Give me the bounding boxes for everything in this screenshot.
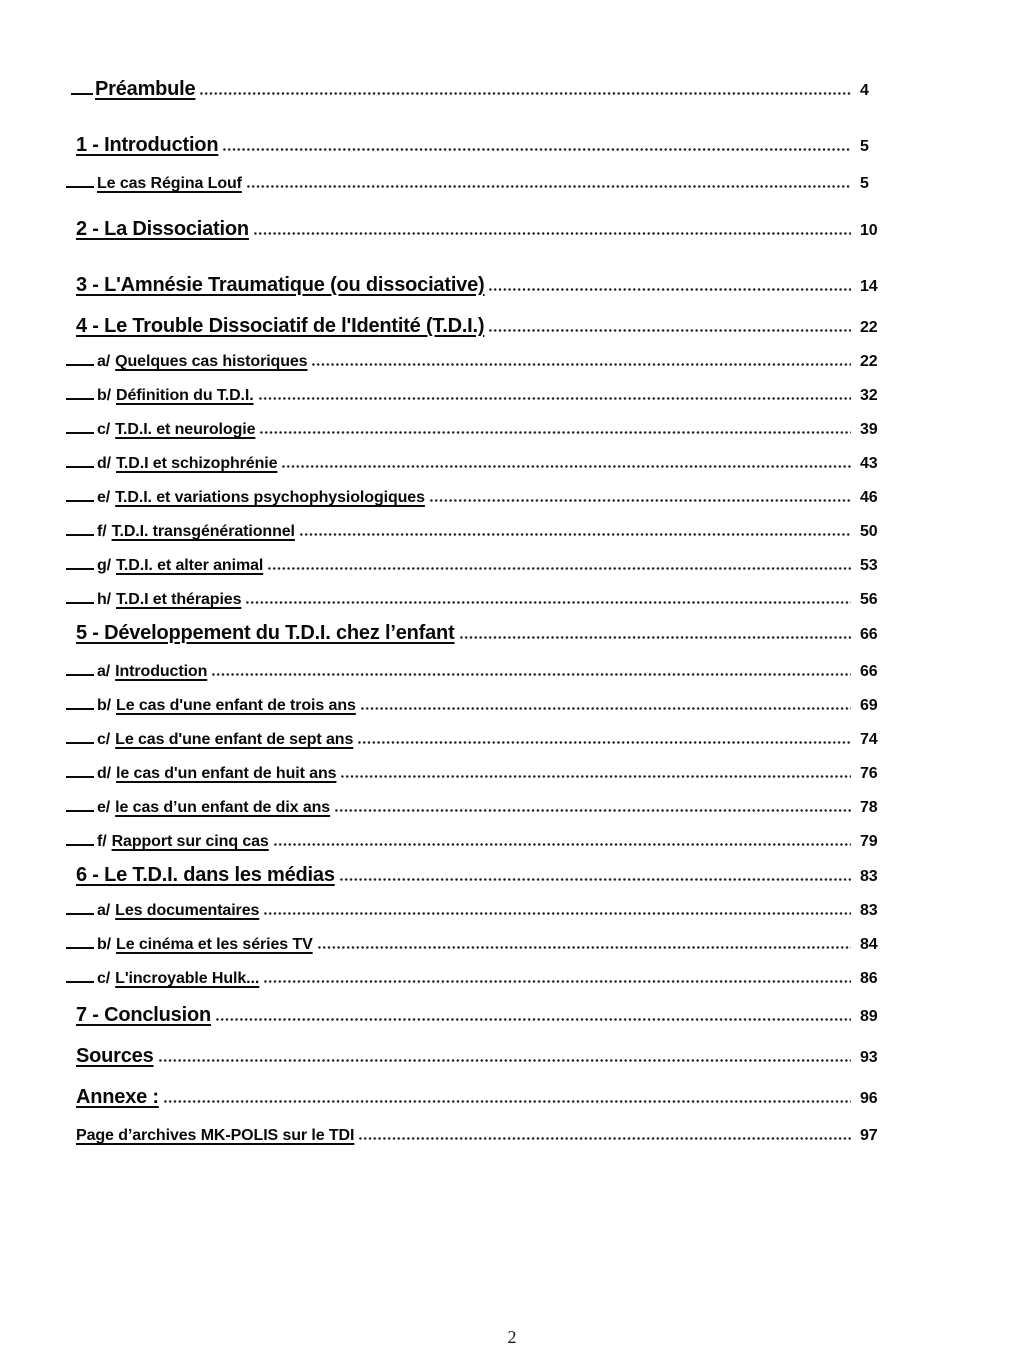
toc-entry-link[interactable]: Rapport sur cinq cas [111, 833, 269, 850]
toc-entry-link[interactable]: Le cinéma et les séries TV [116, 936, 313, 953]
leading-underline [66, 568, 94, 570]
leading-underline [66, 398, 94, 400]
toc-entry-link[interactable]: Le cas d'une enfant de sept ans [115, 731, 354, 748]
toc-entry-link[interactable]: 6 - Le T.D.I. dans les médias [76, 864, 335, 886]
toc-entry [76, 661, 894, 682]
leading-underline [66, 432, 94, 434]
toc-entry [76, 76, 894, 104]
toc-entry-link[interactable]: 4 - Le Trouble Dissociatif de l'Identité (T.D.I.) [76, 315, 485, 337]
dot-leader [488, 329, 851, 332]
toc-entry [76, 1125, 894, 1146]
toc-entry-page: 10 [860, 222, 878, 239]
leading-underline [66, 981, 94, 983]
toc-entry-page: 50 [860, 523, 878, 540]
toc-entry-page: 5 [860, 138, 869, 155]
leading-underline [66, 602, 94, 604]
table-of-contents [76, 76, 894, 1146]
toc-entry-page: 83 [860, 902, 878, 919]
leading-underline [66, 776, 94, 778]
dot-leader [299, 533, 851, 536]
dot-leader [263, 912, 851, 915]
toc-entry-prefix: f/ [97, 833, 107, 850]
dot-leader [340, 775, 851, 778]
toc-entry-page: 22 [860, 353, 878, 370]
toc-entry [76, 351, 894, 372]
toc-entry [76, 521, 894, 542]
dot-leader [334, 809, 851, 812]
toc-entry-prefix: c/ [97, 421, 111, 438]
toc-entry-link[interactable]: Le cas d'une enfant de trois ans [116, 697, 356, 714]
toc-entry-link[interactable]: Sources [76, 1045, 154, 1067]
toc-entry-link[interactable]: 1 - Introduction [76, 134, 219, 156]
toc-entry-prefix: h/ [97, 591, 112, 608]
toc-entry [76, 173, 894, 194]
toc-entry [76, 1084, 894, 1112]
toc-entry-prefix: c/ [97, 731, 111, 748]
toc-entry-page: 32 [860, 387, 878, 404]
dot-leader [163, 1100, 851, 1103]
toc-entry-link[interactable]: Page d’archives MK-POLIS sur le TDI [76, 1127, 355, 1144]
toc-entry-link[interactable]: le cas d'un enfant de huit ans [116, 765, 337, 782]
toc-entry [76, 831, 894, 852]
toc-entry-link[interactable]: T.D.I. et neurologie [115, 421, 256, 438]
dot-leader [253, 232, 851, 235]
leading-underline [66, 947, 94, 949]
leading-underline [66, 500, 94, 502]
dot-leader [259, 431, 851, 434]
dot-leader [211, 673, 851, 676]
leading-underline [71, 93, 93, 95]
leading-underline [66, 810, 94, 812]
dot-leader [263, 980, 851, 983]
toc-entry [76, 1043, 894, 1071]
toc-entry-link[interactable]: 7 - Conclusion [76, 1004, 211, 1026]
dot-leader [245, 601, 851, 604]
leading-underline [66, 844, 94, 846]
toc-entry-prefix: f/ [97, 523, 107, 540]
toc-entry [76, 797, 894, 818]
toc-entry-page: 79 [860, 833, 878, 850]
toc-entry [76, 453, 894, 474]
toc-entry-page: 69 [860, 697, 878, 714]
toc-entry-page: 4 [860, 82, 869, 99]
toc-entry-link[interactable]: T.D.I. transgénérationnel [111, 523, 295, 540]
toc-entry [76, 313, 894, 341]
toc-entry-link[interactable]: T.D.I et schizophrénie [116, 455, 278, 472]
toc-entry-page: 83 [860, 868, 878, 885]
toc-entry-prefix: d/ [97, 455, 112, 472]
dot-leader [222, 148, 851, 151]
toc-entry-page: 86 [860, 970, 878, 987]
toc-entry-page: 78 [860, 799, 878, 816]
toc-entry-prefix: e/ [97, 799, 111, 816]
toc-entry-prefix: a/ [97, 902, 111, 919]
dot-leader [246, 185, 851, 188]
toc-entry-page: 89 [860, 1008, 878, 1025]
leading-underline [66, 466, 94, 468]
leading-underline [66, 674, 94, 676]
toc-entry [76, 589, 894, 610]
toc-entry-link[interactable]: 5 - Développement du T.D.I. chez l’enfant [76, 622, 455, 644]
dot-leader [358, 1137, 851, 1140]
toc-entry-prefix: a/ [97, 663, 111, 680]
toc-entry [76, 900, 894, 921]
toc-entry-page: 22 [860, 319, 878, 336]
toc-entry-link[interactable]: Définition du T.D.I. [116, 387, 254, 404]
toc-entry-page: 66 [860, 663, 878, 680]
dot-leader [311, 363, 851, 366]
dot-leader [281, 465, 851, 468]
toc-entry-prefix: b/ [97, 387, 112, 404]
toc-entry-prefix: d/ [97, 765, 112, 782]
leading-underline [66, 364, 94, 366]
footer-page-number: 2 [507, 1327, 517, 1347]
toc-entry [76, 487, 894, 508]
toc-entry-page: 53 [860, 557, 878, 574]
toc-entry-link[interactable]: 2 - La Dissociation [76, 218, 249, 240]
toc-entry-link[interactable]: Annexe : [76, 1086, 159, 1108]
dot-leader [488, 288, 851, 291]
toc-entry-link[interactable]: Le cas Régina Louf [97, 175, 242, 192]
leading-underline [66, 186, 94, 188]
toc-entry [76, 385, 894, 406]
leading-underline [66, 708, 94, 710]
toc-entry [76, 729, 894, 750]
toc-entry [76, 862, 894, 890]
toc-entry-page: 84 [860, 936, 878, 953]
toc-entry-link[interactable]: le cas d’un enfant de dix ans [115, 799, 331, 816]
toc-entry [76, 272, 894, 300]
toc-entry [76, 132, 894, 160]
dot-leader [317, 946, 851, 949]
toc-entry [76, 419, 894, 440]
dot-leader [199, 92, 851, 95]
toc-entry-link[interactable]: L'incroyable Hulk... [115, 970, 260, 987]
toc-entry-link[interactable]: T.D.I. et variations psychophysiologiques [115, 489, 425, 506]
dot-leader [357, 741, 851, 744]
toc-entry-link[interactable]: Les documentaires [115, 902, 260, 919]
dot-leader [273, 843, 851, 846]
toc-entry-page: 43 [860, 455, 878, 472]
leading-underline [66, 742, 94, 744]
dot-leader [429, 499, 851, 502]
toc-entry-prefix: a/ [97, 353, 111, 370]
toc-entry-page: 39 [860, 421, 878, 438]
toc-entry-page: 46 [860, 489, 878, 506]
toc-entry-page: 93 [860, 1049, 878, 1066]
toc-entry-page: 5 [860, 175, 869, 192]
toc-entry-page: 76 [860, 765, 878, 782]
dot-leader [258, 397, 851, 400]
toc-entry-link[interactable]: Quelques cas historiques [115, 353, 308, 370]
toc-entry [76, 216, 894, 244]
toc-entry [76, 695, 894, 716]
leading-underline [66, 913, 94, 915]
toc-entry-page: 97 [860, 1127, 878, 1144]
toc-entry [76, 968, 894, 989]
toc-entry [76, 1002, 894, 1030]
toc-entry-link[interactable]: T.D.I et thérapies [116, 591, 242, 608]
toc-entry-link[interactable]: 3 - L'Amnésie Traumatique (ou dissociative) [76, 274, 485, 296]
toc-entry [76, 620, 894, 648]
toc-entry-page: 96 [860, 1090, 878, 1107]
dot-leader [360, 707, 851, 710]
toc-entry-page: 66 [860, 626, 878, 643]
toc-entry-prefix: b/ [97, 697, 112, 714]
toc-entry-link[interactable]: Introduction [115, 663, 208, 680]
toc-entry [76, 555, 894, 576]
toc-entry-prefix: g/ [97, 557, 112, 574]
leading-underline [66, 534, 94, 536]
toc-entry-link[interactable]: Préambule [95, 78, 196, 100]
toc-entry-page: 74 [860, 731, 878, 748]
dot-leader [267, 567, 851, 570]
dot-leader [459, 636, 851, 639]
toc-entry-link[interactable]: T.D.I. et alter animal [116, 557, 264, 574]
dot-leader [158, 1059, 851, 1062]
dot-leader [339, 878, 851, 881]
toc-entry-prefix: b/ [97, 936, 112, 953]
toc-entry-prefix: e/ [97, 489, 111, 506]
dot-leader [215, 1018, 851, 1021]
toc-entry-page: 56 [860, 591, 878, 608]
toc-entry [76, 934, 894, 955]
toc-entry-page: 14 [860, 278, 878, 295]
toc-entry [76, 763, 894, 784]
toc-entry-prefix: c/ [97, 970, 111, 987]
